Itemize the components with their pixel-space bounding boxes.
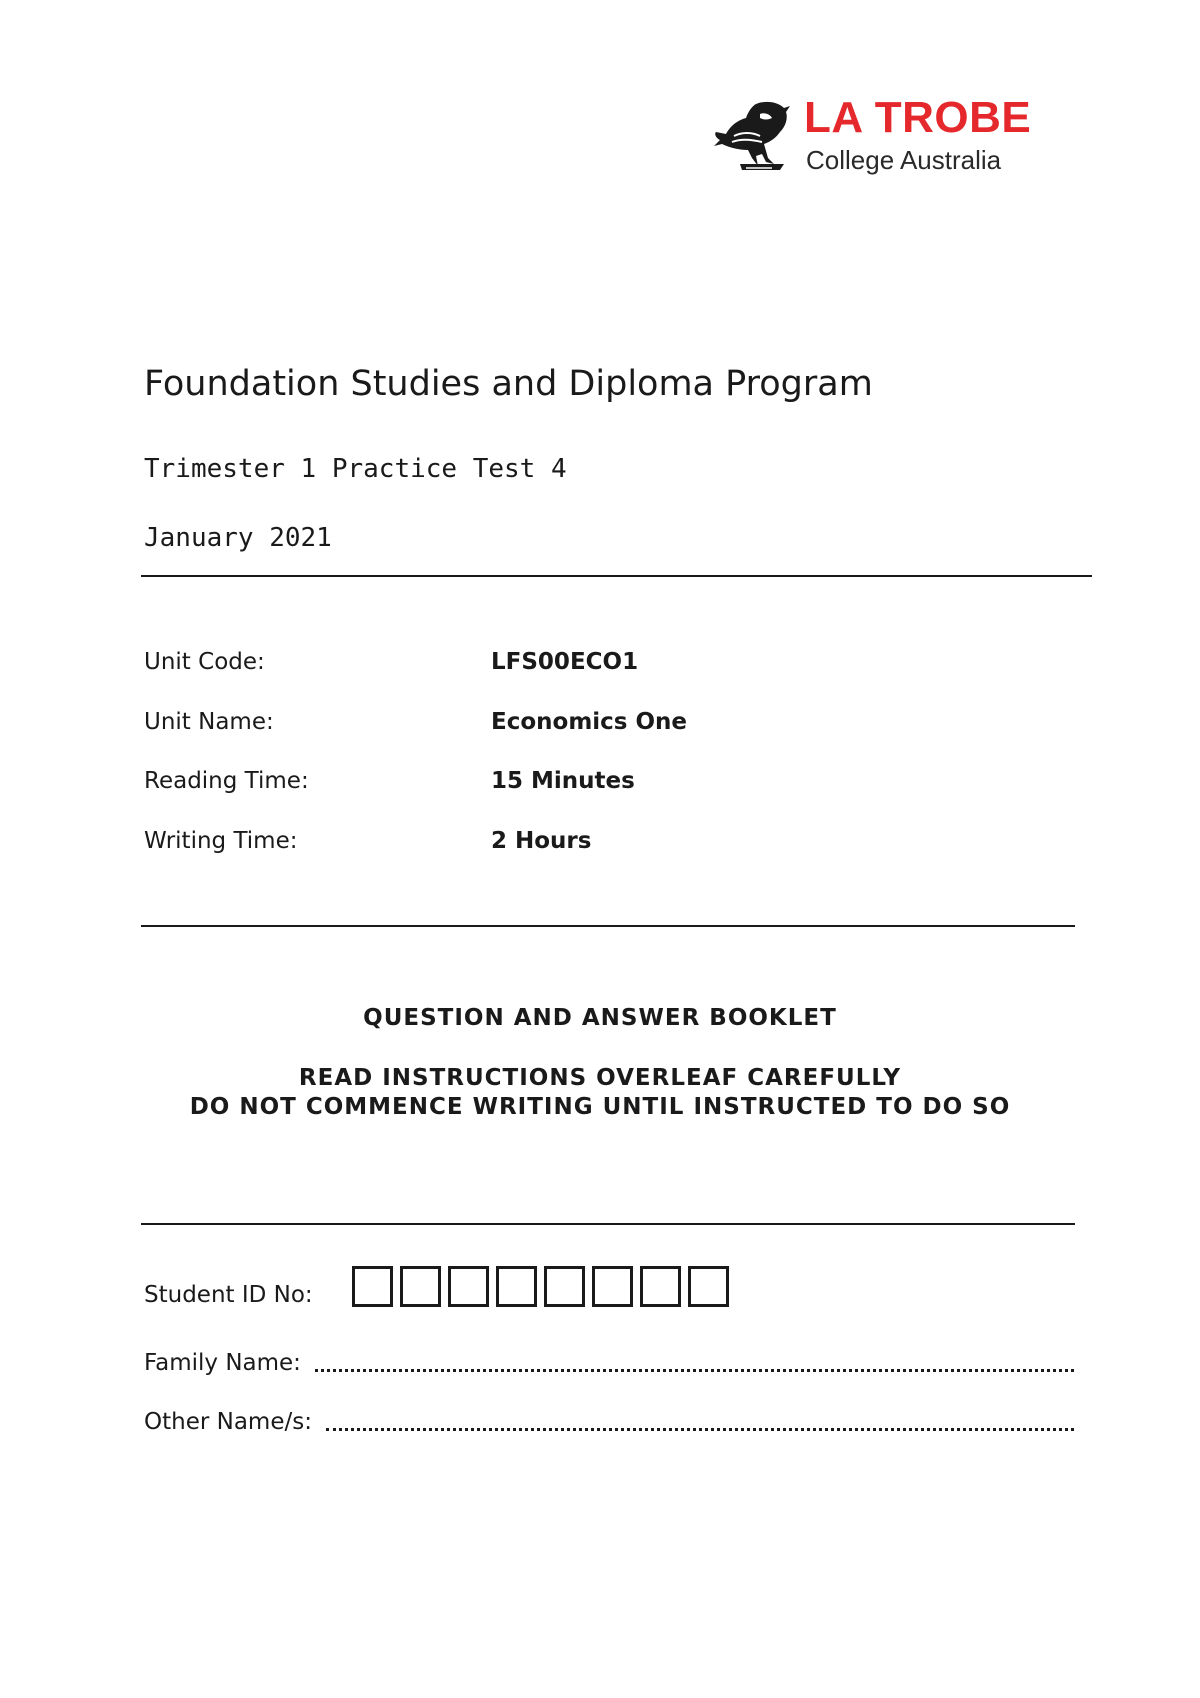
booklet-title: QUESTION AND ANSWER BOOKLET [363,1005,837,1031]
instructions-notice: READ INSTRUCTIONS OVERLEAF CAREFULLY [298,1065,902,1091]
unit-code-value: LFS00ECO1 [491,649,639,675]
student-id-box[interactable] [352,1266,393,1307]
student-id-box[interactable] [640,1266,681,1307]
program-title: Foundation Studies and Diploma Program [144,364,873,404]
student-id-boxes [352,1266,736,1306]
student-id-section [144,1264,1044,1310]
divider-middle [141,925,1075,927]
family-name-field[interactable] [315,1359,1074,1372]
logo-brand-text: LA TROBE [804,93,1032,142]
student-id-box[interactable] [688,1266,729,1307]
unit-name-label: Unit Name: [144,709,274,735]
logo-subtitle: College Australia [806,145,1002,175]
unit-code-label: Unit Code: [144,649,265,675]
unit-code-row [144,647,1044,677]
other-names-label: Other Name/s: [144,1409,312,1435]
reading-time-value: 15 Minutes [491,768,635,794]
bird-crest-icon [712,98,792,176]
other-names-field[interactable] [326,1418,1074,1431]
student-id-box[interactable] [400,1266,441,1307]
divider-top [141,575,1092,577]
unit-name-row [144,707,1044,737]
reading-time-row [144,766,1044,796]
reading-time-label: Reading Time: [144,768,309,794]
student-id-box[interactable] [544,1266,585,1307]
other-names-row [144,1407,1074,1437]
divider-bottom [141,1223,1075,1225]
student-id-box[interactable] [592,1266,633,1307]
test-date: January 2021 [144,523,332,553]
writing-time-row [144,826,1044,856]
unit-name-value: Economics One [491,709,688,735]
student-id-box[interactable] [448,1266,489,1307]
writing-time-label: Writing Time: [144,828,298,854]
family-name-row [144,1348,1074,1378]
writing-time-value: 2 Hours [491,828,592,854]
student-id-box[interactable] [496,1266,537,1307]
test-title: Trimester 1 Practice Test 4 [144,454,567,484]
family-name-label: Family Name: [144,1350,301,1376]
college-logo [712,93,1052,178]
commence-notice: DO NOT COMMENCE WRITING UNTIL INSTRUCTED TO DO SO [189,1094,1011,1120]
student-id-label: Student ID No: [144,1282,313,1308]
